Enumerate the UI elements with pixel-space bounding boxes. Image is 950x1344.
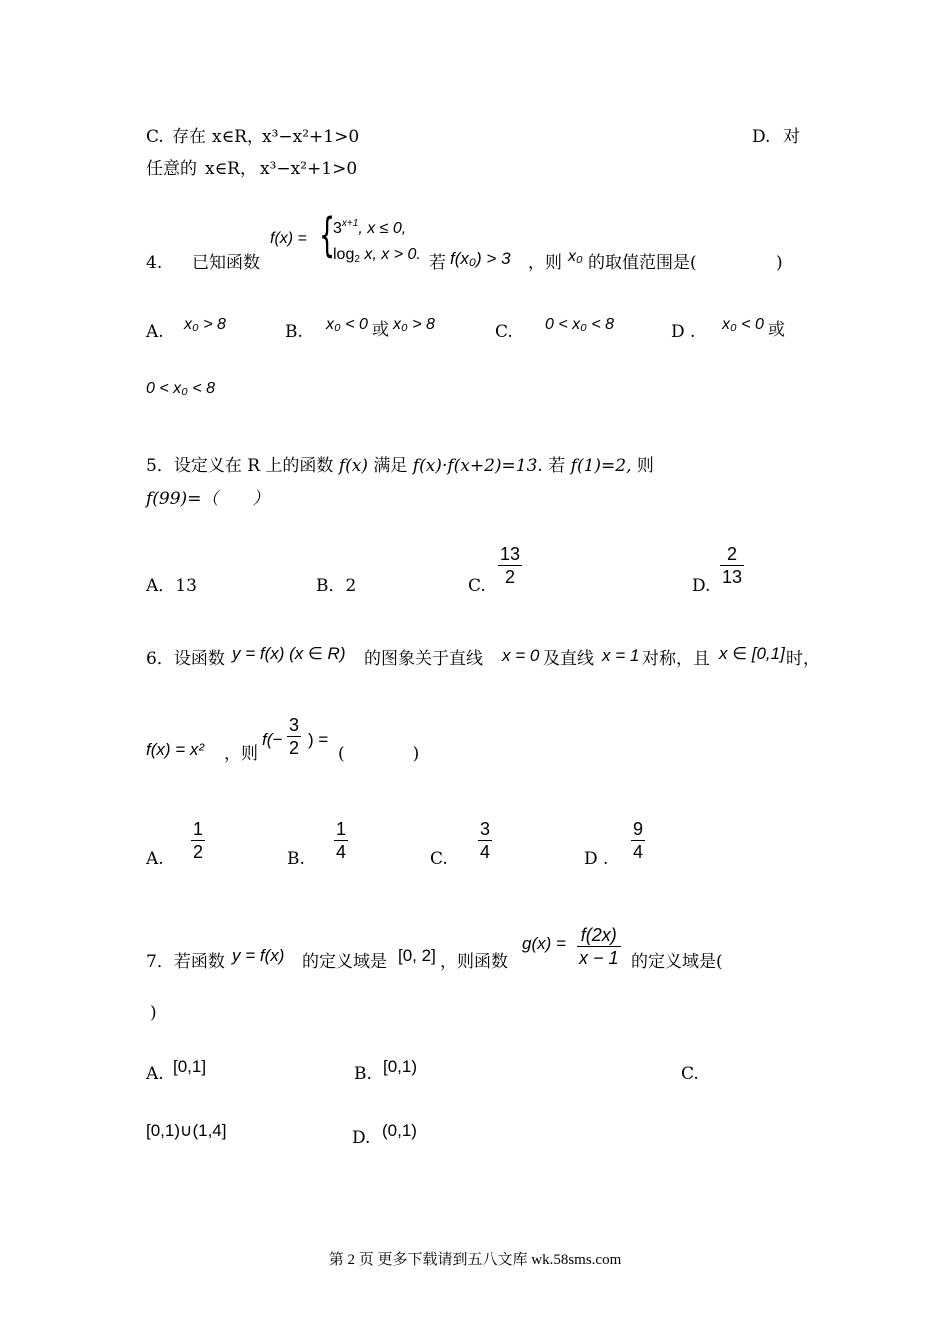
q3-option-d-math: x∈R， — [205, 159, 257, 179]
q4-option-d-or: 或 — [768, 320, 785, 340]
q6-text3: 对称，且 — [642, 649, 710, 669]
q4-case1: $3^{x+1}$, x ≤ 0, — [333, 218, 407, 237]
q4-mid: 若 — [429, 253, 446, 273]
page-footer: 第 2 页 更多下载请到五八文库 wk.58sms.com — [328, 1252, 622, 1268]
q4-option-b-or: 或 — [372, 320, 389, 340]
q4-condition: f(x₀) > 3 — [450, 249, 511, 268]
q4-option-b-label: B. — [285, 322, 303, 342]
q6-lead: 6．设函数 — [146, 649, 225, 669]
q7-option-d-math: (0,1) — [382, 1121, 417, 1140]
q3-option-c-expr: x³−x²+1>0 — [262, 127, 360, 147]
q6-option-c-label: C. — [430, 849, 448, 869]
q6-line0: x = 0 — [502, 646, 540, 665]
q5-option-c-label: C. — [468, 576, 486, 596]
q3-option-d-cont: 任意的 — [146, 159, 197, 179]
q6-option-a-fraction: $\frac{1}{2}$ — [193, 819, 204, 862]
q5-option-d-fraction: $\frac{2}{13}$ — [722, 544, 743, 587]
q4-lead: 已知函数 — [192, 253, 260, 273]
q4-option-b-math2: x₀ > 8 — [393, 316, 435, 333]
q4-option-c-label: C. — [495, 322, 513, 342]
q7-option-c-label: C. — [681, 1064, 699, 1084]
q3-option-c-text: 存在 — [172, 127, 206, 147]
q3-option-d-label: D. — [752, 127, 771, 147]
q7-text3: 的定义域是( — [631, 952, 723, 972]
q4-var: x₀ — [568, 248, 583, 265]
q6-text4: 时， — [786, 649, 820, 669]
q4-option-d-math1: x₀ < 0 — [722, 316, 764, 333]
q7-option-a-math: [0,1] — [173, 1057, 207, 1076]
q7-option-d-label: D. — [352, 1128, 371, 1148]
q6-option-d-fraction: $\frac{9}{4}$ — [633, 819, 644, 862]
q6-then: ，则 — [224, 744, 258, 764]
q6-text1: 的图象关于直线 — [364, 649, 483, 669]
q4-option-d-math2: 0 < x₀ < 8 — [146, 380, 216, 397]
q3-option-c-label: C. — [146, 127, 164, 147]
q4-fx: f(x) = — [270, 230, 307, 247]
q6-text2: 及直线 — [543, 649, 594, 669]
q6-ask-pre: f(− — [262, 730, 283, 749]
q4-close: ) — [776, 253, 783, 273]
q7-text1: 的定义域是 — [302, 952, 387, 972]
q4-option-a-label: A. — [146, 322, 164, 342]
q4-then: ，则 — [528, 253, 562, 273]
q3-option-d-expr: x³−x²+1>0 — [260, 159, 358, 179]
q4-option-c-math: 0 < x₀ < 8 — [545, 316, 615, 333]
q4-tail: 的取值范围是( — [588, 253, 697, 273]
q6-ask-fraction: $\frac{3}{2}$ — [289, 715, 300, 758]
q7-option-b-math: [0,1) — [383, 1057, 418, 1076]
q5-option-d-label: D. — [692, 576, 711, 596]
q7-option-a-label: A. — [146, 1064, 164, 1084]
q7-g-lhs: g(x) = — [522, 934, 566, 953]
q4-option-d-label: D . — [671, 322, 696, 342]
q7-close: ) — [150, 1003, 157, 1023]
q5-option-a: A．13 — [146, 576, 197, 596]
q5-option-b: B．2 — [316, 576, 357, 596]
q5-line1: 5．设定义在 R 上的函数 f(x) 满足 f(x)·f(x+2)=13. 若 f(1)=2, 则 — [146, 456, 654, 476]
q6-line1: x = 1 — [602, 646, 640, 665]
q6-func: y = f(x) (x ∈ R) — [232, 644, 346, 663]
q7-option-b-label: B. — [354, 1064, 372, 1084]
q3-option-c-math: x∈R， — [212, 127, 264, 147]
q6-fdef: f(x) = x² — [146, 740, 205, 759]
q6-option-b-fraction: $\frac{1}{4}$ — [336, 819, 347, 862]
q6-option-d-label: D . — [584, 849, 609, 869]
q7-domain: [0, 2] — [398, 946, 436, 965]
q6-paren: ( ) — [338, 744, 420, 764]
q6-option-b-label: B. — [287, 849, 305, 869]
q5-line2: f(99)=（ ） — [146, 489, 270, 509]
q4-option-a-math: x₀ > 8 — [184, 316, 226, 333]
q4-option-b-math1: x₀ < 0 — [326, 316, 368, 333]
q4-brace: { — [319, 208, 336, 262]
q7-func: y = f(x) — [232, 946, 285, 965]
q7-g-fraction: $\frac{f(2x)}{x - 1}$ — [579, 925, 619, 968]
q4-number: 4. — [146, 253, 163, 273]
q3-option-d-text: 对 — [783, 127, 800, 147]
q6-option-c-fraction: $\frac{3}{4}$ — [480, 819, 491, 862]
q4-case2: $\log_2 x$, x > 0. — [333, 246, 421, 265]
q6-option-a-label: A. — [146, 849, 164, 869]
q5-option-c-fraction: $\frac{13}{2}$ — [500, 544, 521, 587]
q6-ask-post: ) = — [308, 730, 329, 749]
q6-interval: x ∈ [0,1] — [719, 644, 785, 663]
q7-option-c-math: [0,1)∪(1,4] — [146, 1121, 227, 1140]
q7-lead: 7．若函数 — [146, 952, 225, 972]
q7-text2: ，则函数 — [440, 952, 508, 972]
